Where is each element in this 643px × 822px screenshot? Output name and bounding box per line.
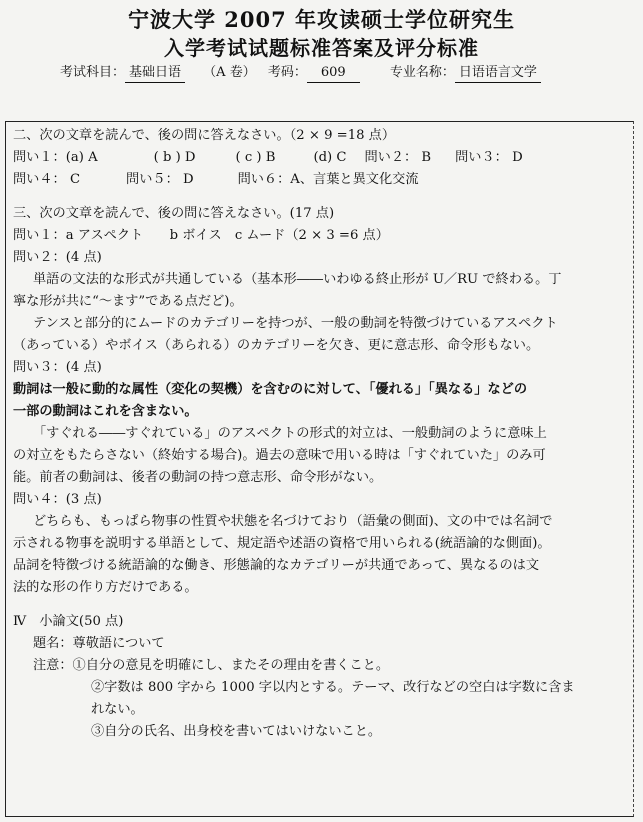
section2-row2 (13, 169, 635, 191)
s3-q3-line: 能。前者の動詞は、後者の動詞の持つ意志形、命令形がない。 (13, 470, 383, 485)
answer-content (13, 125, 635, 743)
subject-value: 基础日语 (125, 64, 185, 83)
s3-q3-label: 問い３：(4 点) (13, 360, 102, 375)
section4-heading: Ⅳ 小論文(50 点) (13, 614, 124, 629)
essay-note: 注意：①自分の意見を明確にし、またその理由を書くこと。 (33, 658, 390, 673)
s3-q3-line: の対立をもたらさない（終始する場合)。過去の意味で用いる時は「すぐれていた」のみ可 (13, 448, 546, 463)
code-value: 609 (307, 64, 360, 83)
section3-heading: 三、次の文章を読んで、後の問に答えなさい。(17 点) (13, 206, 335, 221)
q5-answer: 問い５： D (126, 172, 194, 187)
q1-answer-d: (d) C (313, 150, 347, 165)
essay-note: ③自分の氏名、出身校を書いてはいけないこと。 (91, 724, 382, 739)
s3-q4-line: 品詞を特徴づける統語論的な働き、形態論的なカテゴリーが共通であって、異なるのは文 (13, 558, 540, 573)
s3-q1-answer: 問い１：a アスペクト b ボイス c ムード（2 × 3 =6 点） (13, 228, 389, 243)
s3-q4-line: 示される物事を説明する単語として、規定語や述語の資格で用いられる(統語論的な側面)。 (13, 536, 551, 551)
essay-title: 題名：尊敬語について (33, 636, 165, 651)
major-label: 专业名称： (389, 65, 455, 80)
s3-q3-line: 「すぐれる――すぐれている」のアスペクトの形式的対立は、一般動詞のように意味上 (33, 426, 547, 441)
page-subtitle: 入学考试试题标准答案及评分标准 (164, 36, 479, 60)
header (0, 6, 643, 62)
s3-q4-line: どちらも、もっぱら物事の性質や状態を名づけており（語彙の側面)、文の中では名詞で (33, 514, 553, 529)
s3-q4-label: 問い４：(3 点) (13, 492, 102, 507)
major-value: 日语语言文学 (455, 64, 541, 83)
q2-answer: 問い２： B (364, 150, 432, 165)
s3-q3-line: 一部の動詞はこれを含まない。 (13, 404, 198, 419)
s3-q2-line: （あっている）やボイス（あられる）のカテゴリーを欠き、更に意志形、命令形もない。 (13, 338, 540, 353)
code-label: 考码： (267, 65, 307, 80)
volume-label: （A 卷） (203, 65, 256, 80)
page-title: 宁波大学 2007 年攻读硕士学位研究生 (127, 7, 516, 32)
q1-label: 問い１： (13, 150, 66, 165)
q6-answer: 問い６：A、言葉と異文化交流 (237, 172, 419, 187)
subject-label: 考试科目： (60, 65, 126, 80)
q1-answer-b: ( b ) D (153, 150, 196, 165)
s3-q2-line: テンスと部分的にムードのカテゴリーを持つが、一般の動詞を特徴づけているアスペクト (33, 316, 558, 331)
q1-answer-c: ( c ) B (235, 150, 276, 165)
essay-note: れない。 (91, 702, 144, 717)
exam-meta (60, 64, 620, 83)
q3-answer: 問い３： D (455, 150, 523, 165)
s3-q3-line: 動詞は一般に動的な属性（変化の契機）を含むのに対して、「優れる」「異なる」などの (13, 382, 528, 397)
section2-row1 (13, 147, 635, 169)
essay-note: ②字数は 800 字から 1000 字以内とする。テーマ、改行などの空白は字数に含ま (91, 680, 575, 695)
q4-answer: 問い４： C (13, 172, 81, 187)
s3-q2-line: 寧な形が共に“～ます”である点だど)。 (13, 294, 243, 309)
s3-q2-label: 問い２：(4 点) (13, 250, 102, 265)
q1-answer-a: (a) A (65, 150, 98, 165)
s3-q2-line: 単語の文法的な形式が共通している（基本形――いわゆる終止形が U／RU で終わる。丁 (33, 272, 562, 287)
s3-q4-line: 法的な形の作り方だけである。 (13, 580, 198, 595)
section2-heading: 二、次の文章を読んで、後の問に答えなさい。（2 × 9 =18 点） (13, 128, 396, 143)
